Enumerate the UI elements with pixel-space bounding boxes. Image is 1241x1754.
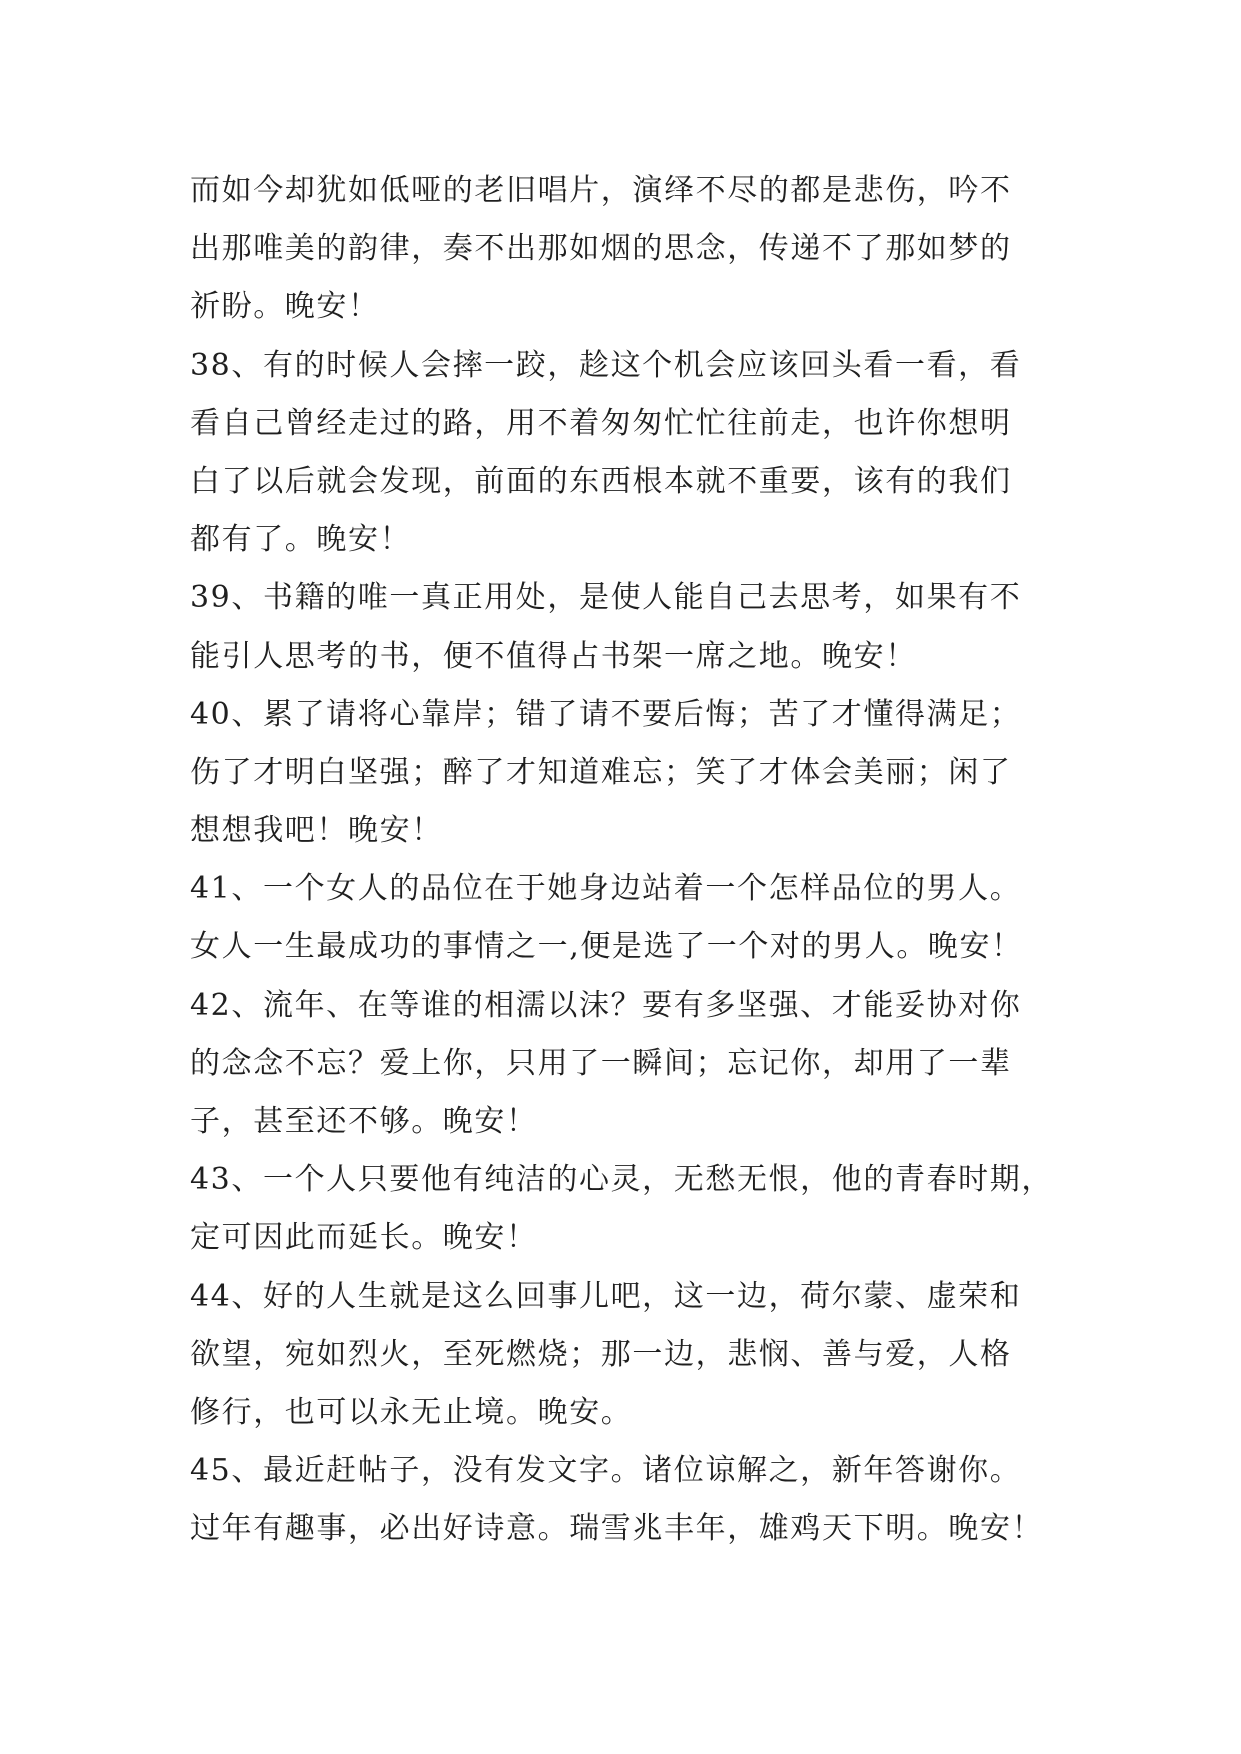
text-line: 41、一个女人的品位在于她身边站着一个怎样品位的男人。 xyxy=(190,871,1022,907)
text-line: 过年有趣事，必出好诗意。瑞雪兆丰年，雄鸡天下明。晚安！ xyxy=(190,1511,1044,1547)
text-line: 的念念不忘？爱上你，只用了一瞬间；忘记你，却用了一辈 xyxy=(190,1045,1012,1081)
text-line: 43、一个人只要他有纯洁的心灵，无愁无恨，他的青春时期， xyxy=(190,1162,1053,1198)
text-line: 祈盼。晚安！ xyxy=(190,289,380,325)
text-line: 想想我吧！晚安！ xyxy=(190,813,443,849)
text-line: 子，甚至还不够。晚安！ xyxy=(190,1104,538,1139)
text-line: 42、流年、在等谁的相濡以沫？要有多坚强、才能妥协对你 xyxy=(190,987,1022,1023)
text-line: 出那唯美的韵律，奏不出那如烟的思念，传递不了那如梦的 xyxy=(190,231,1012,267)
text-line: 欲望，宛如烈火，至死燃烧；那一边，悲悯、善与爱，人格 xyxy=(190,1336,1012,1372)
text-line: 45、最近赶帖子，没有发文字。诸位谅解之，新年答谢你。 xyxy=(190,1453,1022,1489)
text-line: 40、累了请将心靠岸；错了请不要后悔；苦了才懂得满足； xyxy=(190,696,1022,732)
text-line: 都有了。晚安！ xyxy=(190,522,412,558)
text-line: 看自己曾经走过的路，用不着匆匆忙忙往前走，也许你想明 xyxy=(190,405,1012,441)
text-line: 44、好的人生就是这么回事儿吧，这一边，荷尔蒙、虚荣和 xyxy=(190,1278,1022,1314)
text-line: 白了以后就会发现，前面的东西根本就不重要，该有的我们 xyxy=(190,463,1012,499)
text-line: 伤了才明白坚强；醉了才知道难忘；笑了才体会美丽；闲了 xyxy=(190,754,1012,790)
text-line: 能引人思考的书，便不值得占书架一席之地。晚安！ xyxy=(190,638,917,674)
text-line: 修行，也可以永无止境。晚安。 xyxy=(190,1394,633,1430)
text-line: 定可因此而延长。晚安！ xyxy=(190,1220,538,1256)
document-body xyxy=(190,162,1070,1559)
text-line: 而如今却犹如低哑的老旧唱片，演绎不尽的都是悲伤，吟不 xyxy=(190,173,1012,208)
text-line: 38、有的时候人会摔一跤，趁这个机会应该回头看一看，看 xyxy=(190,347,1022,383)
text-line: 39、书籍的唯一真正用处，是使人能自己去思考，如果有不 xyxy=(190,580,1022,616)
text-line: 女人一生最成功的事情之一,便是选了一个对的男人。晚安！ xyxy=(190,929,1023,965)
